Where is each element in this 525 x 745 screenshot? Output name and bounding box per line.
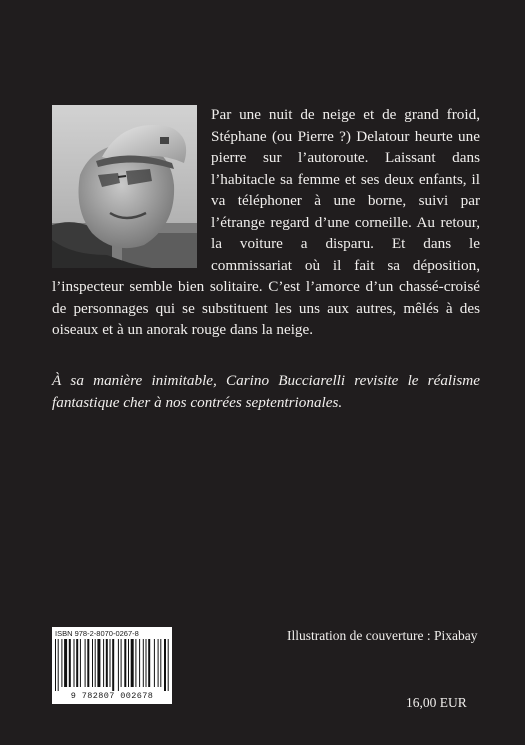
blurb-block xyxy=(52,104,480,341)
price: 16,00 EUR xyxy=(406,695,467,710)
photo-wrap-spacer xyxy=(52,104,197,266)
isbn-label: ISBN 978-2-8070-0267-8 xyxy=(55,629,139,638)
tagline: À sa manière inimitable, Carino Bucciarelli revisite le réalisme fantastique cher à nos contrées septentrionales. xyxy=(52,372,480,411)
isbn-barcode xyxy=(52,627,172,704)
barcode-bars xyxy=(55,639,169,691)
barcode-digits: 9 782807 002678 xyxy=(70,691,154,701)
illustration-credit: Illustration de couverture : Pixabay xyxy=(287,628,478,643)
blurb-paragraph: Par une nuit de neige et de grand froid, Stéphane (ou Pierre ?) Delatour heurte une pierre sur l’autoroute. Laissant dans l’habitacle sa femme et ses deux enfants, il va téléphoner à une borne, suivi par l’étrange regard d’une corneille. Au retour, la voiture a disparu. Et dans le commissariat où il fait sa déposition, l’inspecteur semble bien solitaire. C’est l’amorce d’un chassé-croisé de personnages qui se substituent les uns aux autres, mêlés à des oiseaux et à un anorak rouge dans la neige. xyxy=(52,106,480,338)
